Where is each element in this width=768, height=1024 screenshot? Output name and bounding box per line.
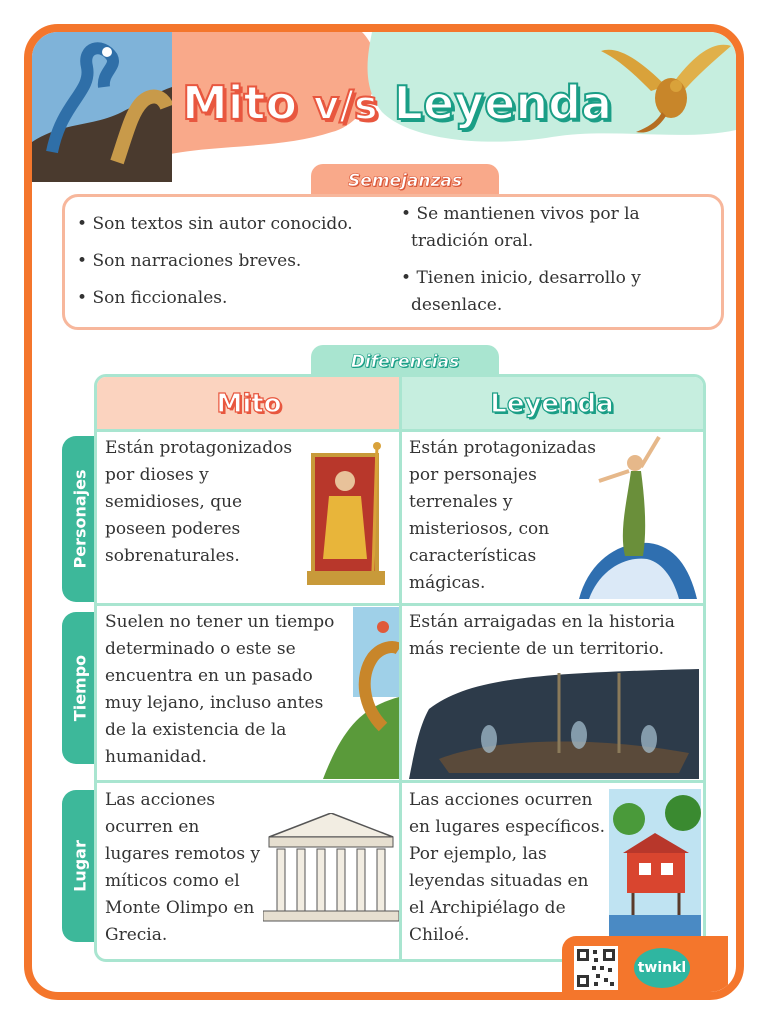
semejanzas-left-list: [77, 211, 387, 322]
title-vs: v/s: [313, 83, 378, 129]
header: [32, 32, 736, 182]
row-label-lugar: Lugar: [62, 790, 98, 942]
serpent-landscape-illustration: [323, 607, 399, 779]
cell-mito-personajes: Están protagonizados por dioses y semidioses, que poseen poderes sobrenaturales.: [105, 438, 293, 566]
brand-box: [562, 936, 728, 1000]
semejanza-item: • Son textos sin autor conocido.: [77, 214, 353, 234]
cell-mito-lugar: Las acciones ocurren en lugares remotos y míticos como el Monte Olimpo en Grecia.: [105, 790, 261, 945]
semejanza-item: • Tienen inicio, desarrollo y desenlace.: [401, 268, 641, 315]
cell-leyenda-tiempo: Están arraigadas en la historia más reciente de un territorio.: [409, 612, 675, 659]
row-label-tiempo: Tiempo: [62, 612, 98, 764]
greek-temple-illustration: [263, 813, 399, 923]
cell-leyenda-lugar: Las acciones ocurren en lugares específicos. Por ejemplo, las leyendas situadas en el Archipiélago de Chiloé.: [409, 790, 606, 945]
diferencias-table: [94, 374, 706, 962]
row-label-personajes: Personajes: [62, 436, 98, 602]
cell-leyenda-personajes: Están protagonizadas por personajes terrenales y misteriosos, con características mágicas.: [409, 438, 596, 593]
semejanza-item: • Son ficcionales.: [77, 288, 228, 308]
qr-code-icon[interactable]: [574, 946, 618, 990]
semejanza-item: • Se mantienen vivos por la tradición oral.: [401, 204, 640, 251]
sea-serpent-illustration: [32, 32, 172, 182]
semejanzas-tab: Semejanzas: [311, 164, 499, 198]
column-header-leyenda: Leyenda: [401, 377, 703, 431]
page-title: [182, 76, 612, 130]
semejanzas-box: [62, 194, 724, 330]
poster-frame: [24, 24, 744, 1000]
diferencias-tab: Diferencias: [311, 345, 499, 379]
phoenix-illustration: [596, 36, 736, 136]
column-header-mito: Mito: [97, 377, 401, 431]
twinkl-logo[interactable]: twinkl: [634, 948, 690, 988]
stilt-house-illustration: [609, 789, 701, 939]
water-spirit-illustration: [569, 431, 699, 601]
semejanzas-right-list: [401, 201, 711, 329]
semejanza-item: • Son narraciones breves.: [77, 251, 302, 271]
title-leyenda: Leyenda: [393, 76, 613, 130]
cell-mito-tiempo: Suelen no tener un tiempo determinado o este se encuentra en un pasado muy lejano, incluso antes de la existencia de la humanidad.: [105, 612, 335, 767]
title-mito: Mito: [182, 76, 298, 130]
ghost-ship-illustration: [409, 669, 699, 779]
zeus-throne-illustration: [307, 441, 389, 595]
divider: [399, 377, 402, 962]
